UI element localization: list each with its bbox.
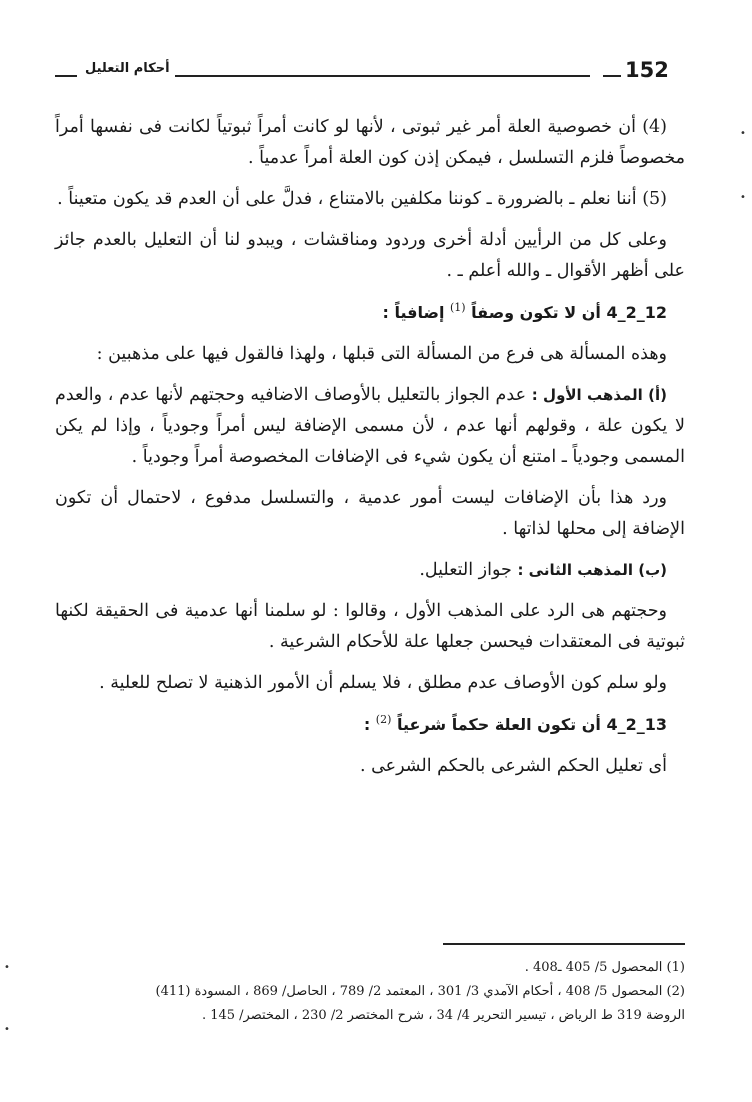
section-title: أن تكون العلة حكماً شرعياً xyxy=(396,715,601,734)
scan-edge-mark: • xyxy=(4,1024,10,1035)
scan-edge-mark: • xyxy=(4,962,10,973)
section-number: 12_2_4 xyxy=(606,303,667,322)
document-page xyxy=(55,40,685,1080)
footnote-2: (2) المحصول 5/ 408 ، أحكام الآمدي 3/ 301 ، المعتمد 2/ 789 ، الحاصل/ 869 ، المسودة (411) xyxy=(155,984,685,999)
paragraph-concession: ولو سلم كون الأوصاف عدم مطلق ، فلا يسلم أن الأمور الذهنية لا تصلح للعلية . xyxy=(99,673,667,693)
madhhab-label: (أ) المذهب الأول : xyxy=(531,386,667,404)
header-dash xyxy=(55,75,77,77)
footnotes xyxy=(55,956,685,1028)
paragraph-madhhab-2 xyxy=(55,555,685,586)
footnote-ref: (2) xyxy=(375,713,392,727)
scan-edge-mark: • xyxy=(740,192,746,203)
header-rule xyxy=(175,75,590,77)
section-title-end: إضافياً : xyxy=(382,303,445,322)
running-header xyxy=(55,58,685,88)
madhhab-label: (ب) المذهب الثانى : xyxy=(517,561,667,579)
footnote-ref: (1) xyxy=(450,301,466,315)
madhhab-text: عدم الجواز بالتعليل بالأوصاف الاضافيه وحجتهم لأنها عدم ، والعدم لا يكون علة ، وقولهم أنها عدم ، لأن مسمى الإضافة ليس أمراً وجودياً ، وإذا لم يكن المسمى وجودياً ـ امتنع أن يكون شيء فى الإضافات المخصوصة أمراً وجودياً . xyxy=(55,385,685,467)
running-title: أحكام التعليل xyxy=(85,61,170,76)
section-title: أن لا تكون وصفاً xyxy=(471,303,601,322)
header-dash xyxy=(603,75,621,77)
paragraph-conclusion: وعلى كل من الرأيين أدلة أخرى وردود ومناقشات ، ويبدو لنا أن التعليل بالعدم جائز على أظهر الأقوال ـ والله أعلم ـ . xyxy=(55,230,685,281)
paragraph-point-4: (4) أن خصوصية العلة أمر غير ثبوتى ، لأنها لو كانت أمراً ثبوتياً لكانت فى نفسها أمراً مخصوصاً فلزم التسلسل ، فيمكن إذن كون العلة أمراً عدمياً . xyxy=(55,117,685,168)
footnote-rule xyxy=(443,943,685,945)
section-heading-13 xyxy=(55,709,685,741)
section-heading-12 xyxy=(55,297,685,329)
madhhab-text: جواز التعليل. xyxy=(419,560,512,580)
section-number: 13_2_4 xyxy=(606,715,667,734)
footnote-1: (1) المحصول 5/ 405 ـ408 . xyxy=(524,960,685,975)
section-title-end: : xyxy=(363,715,371,734)
footnote-2-continued: الروضة 319 ط الرياض ، تيسير التحرير 4/ 34 ، شرح المختصر 2/ 230 ، المختصر/ 145 . xyxy=(201,1008,685,1023)
page-number: 152 xyxy=(625,58,669,82)
paragraph-point-5: (5) أننا نعلم ـ بالضرورة ـ كوننا مكلفين بالامتناع ، فدلَّ على أن العدم قد يكون متعيناً . xyxy=(57,189,667,209)
paragraph-intro: وهذه المسألة هى فرع من المسألة التى قبلها ، ولهذا فالقول فيها على مذهبين : xyxy=(96,344,667,364)
paragraph-definition: أى تعليل الحكم الشرعى بالحكم الشرعى . xyxy=(359,756,667,776)
scan-edge-mark: • xyxy=(740,128,746,139)
paragraph-rebuttal: ورد هذا بأن الإضافات ليست أمور عدمية ، والتسلسل مدفوع ، لاحتمال أن تكون الإضافة إلى محلها لذاتها . xyxy=(55,488,685,539)
paragraph-argument: وحجتهم هى الرد على المذهب الأول ، وقالوا : لو سلمنا أنها عدمية فى الحقيقة لكنها ثبوتية فى المعتقدات فيحسن جعلها علة للأحكام الشرعية . xyxy=(55,601,685,652)
paragraph-madhhab-1 xyxy=(55,380,685,473)
body-text xyxy=(55,112,685,792)
